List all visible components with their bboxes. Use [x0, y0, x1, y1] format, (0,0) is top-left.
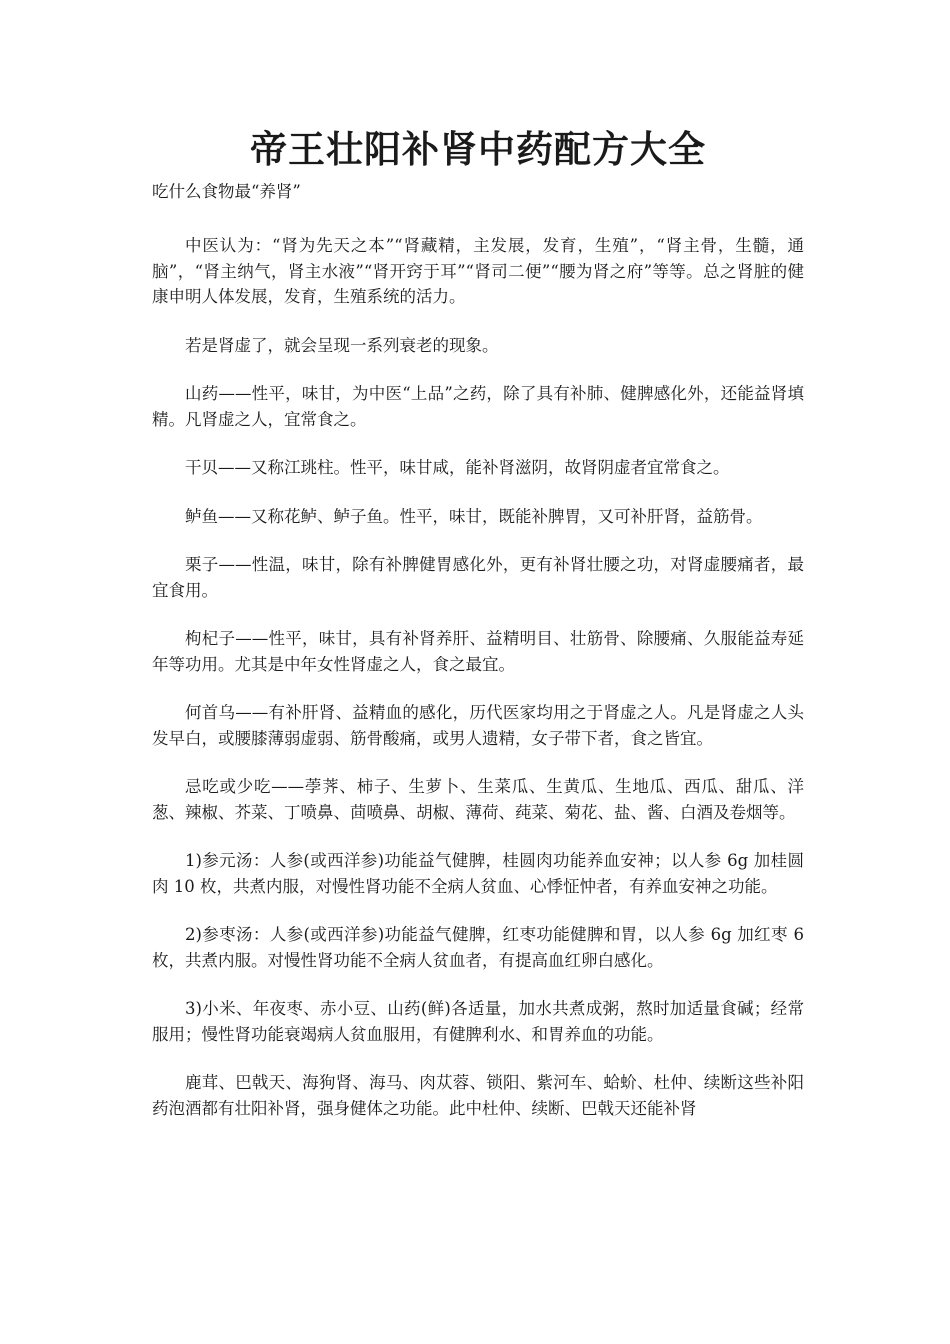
paragraph-kidney-theory: 中医认为：“肾为先天之本”“肾藏精，主发展，发育，生殖”，“肾主骨，生髓，通脑”，“肾主纳气，肾主水液”“肾开窍于耳”“肾司二便”“腰为肾之府”等等。总之肾脏的健康申明人体发展，发育，生殖系统的活力。: [152, 236, 804, 306]
paragraph-yam: 山药——性平，味甘，为中医“上品”之药，除了具有补肺、健脾感化外，还能益肾填精。凡肾虚之人，宜常食之。: [152, 384, 804, 429]
paragraph-chestnut: 栗子——性温，味甘，除有补脾健胃感化外，更有补肾壮腰之功，对肾虚腰痛者，最宜食用。: [152, 555, 804, 600]
paragraph-goji: 枸杞子——性平，味甘，具有补肾养肝、益精明目、壮筋骨、除腰痛、久服能益寿延年等功用。尤其是中年女性肾虚之人，食之最宜。: [152, 629, 804, 674]
paragraph-medicinal-wine: 鹿茸、巴戟天、海狗肾、海马、肉苁蓉、锁阳、紫河车、蛤蚧、杜仲、续断这些补阳药泡酒都有壮阳补肾，强身健体之功能。此中杜仲、续断、巴戟天还能补肾: [152, 1073, 804, 1118]
paragraph-perch: 鲈鱼——又称花鲈、鲈子鱼。性平，味甘，既能补脾胃，又可补肝肾，益筋骨。: [185, 506, 763, 526]
paragraph-scallop: 干贝——又称江珧柱。性平，味甘咸，能补肾滋阴，故肾阴虚者宜常食之。: [185, 458, 730, 477]
paragraph-recipe-1: 1)参元汤：人参(或西洋参)功能益气健脾，桂圆肉功能养血安神；以人参 6g 加桂圆肉 10 枚，共煮内服，对慢性肾功能不全病人贫血、心悸怔忡者，有养血安神之功能。: [152, 851, 805, 896]
paragraph-foods-to-avoid: 忌吃或少吃——荸荠、柿子、生萝卜、生菜瓜、生黄瓜、生地瓜、西瓜、甜瓜、洋葱、辣椒、芥菜、丁喷鼻、茴喷鼻、胡椒、薄荷、莼菜、菊花、盐、酱、白酒及卷烟等。: [152, 777, 804, 822]
paragraph-fo-ti: 何首乌——有补肝肾、益精血的感化，历代医家均用之于肾虚之人。凡是肾虚之人头发早白，或腰膝薄弱虚弱、筋骨酸痛，或男人遗精，女子带下者，食之皆宜。: [152, 703, 804, 748]
document-subtitle: 吃什么食物最“养肾”: [152, 182, 301, 201]
paragraph-recipe-2: 2)参枣汤：人参(或西洋参)功能益气健脾，红枣功能健脾和胃，以人参 6g 加红枣 6 枚，共煮内服。对慢性肾功能不全病人贫血者，有提高血红卵白感化。: [152, 925, 804, 970]
document-title: 帝王壮阳补肾中药配方大全: [250, 128, 706, 171]
paragraph-kidney-deficiency: 若是肾虚了，就会呈现一系列衰老的现象。: [185, 335, 499, 355]
paragraph-recipe-3: 3)小米、年夜枣、赤小豆、山药(鲜)各适量，加水共煮成粥，熬时加适量食碱；经常服用；慢性肾功能衰竭病人贫血服用，有健脾利水、和胃养血的功能。: [152, 999, 804, 1044]
document-body: [152, 233, 804, 1144]
